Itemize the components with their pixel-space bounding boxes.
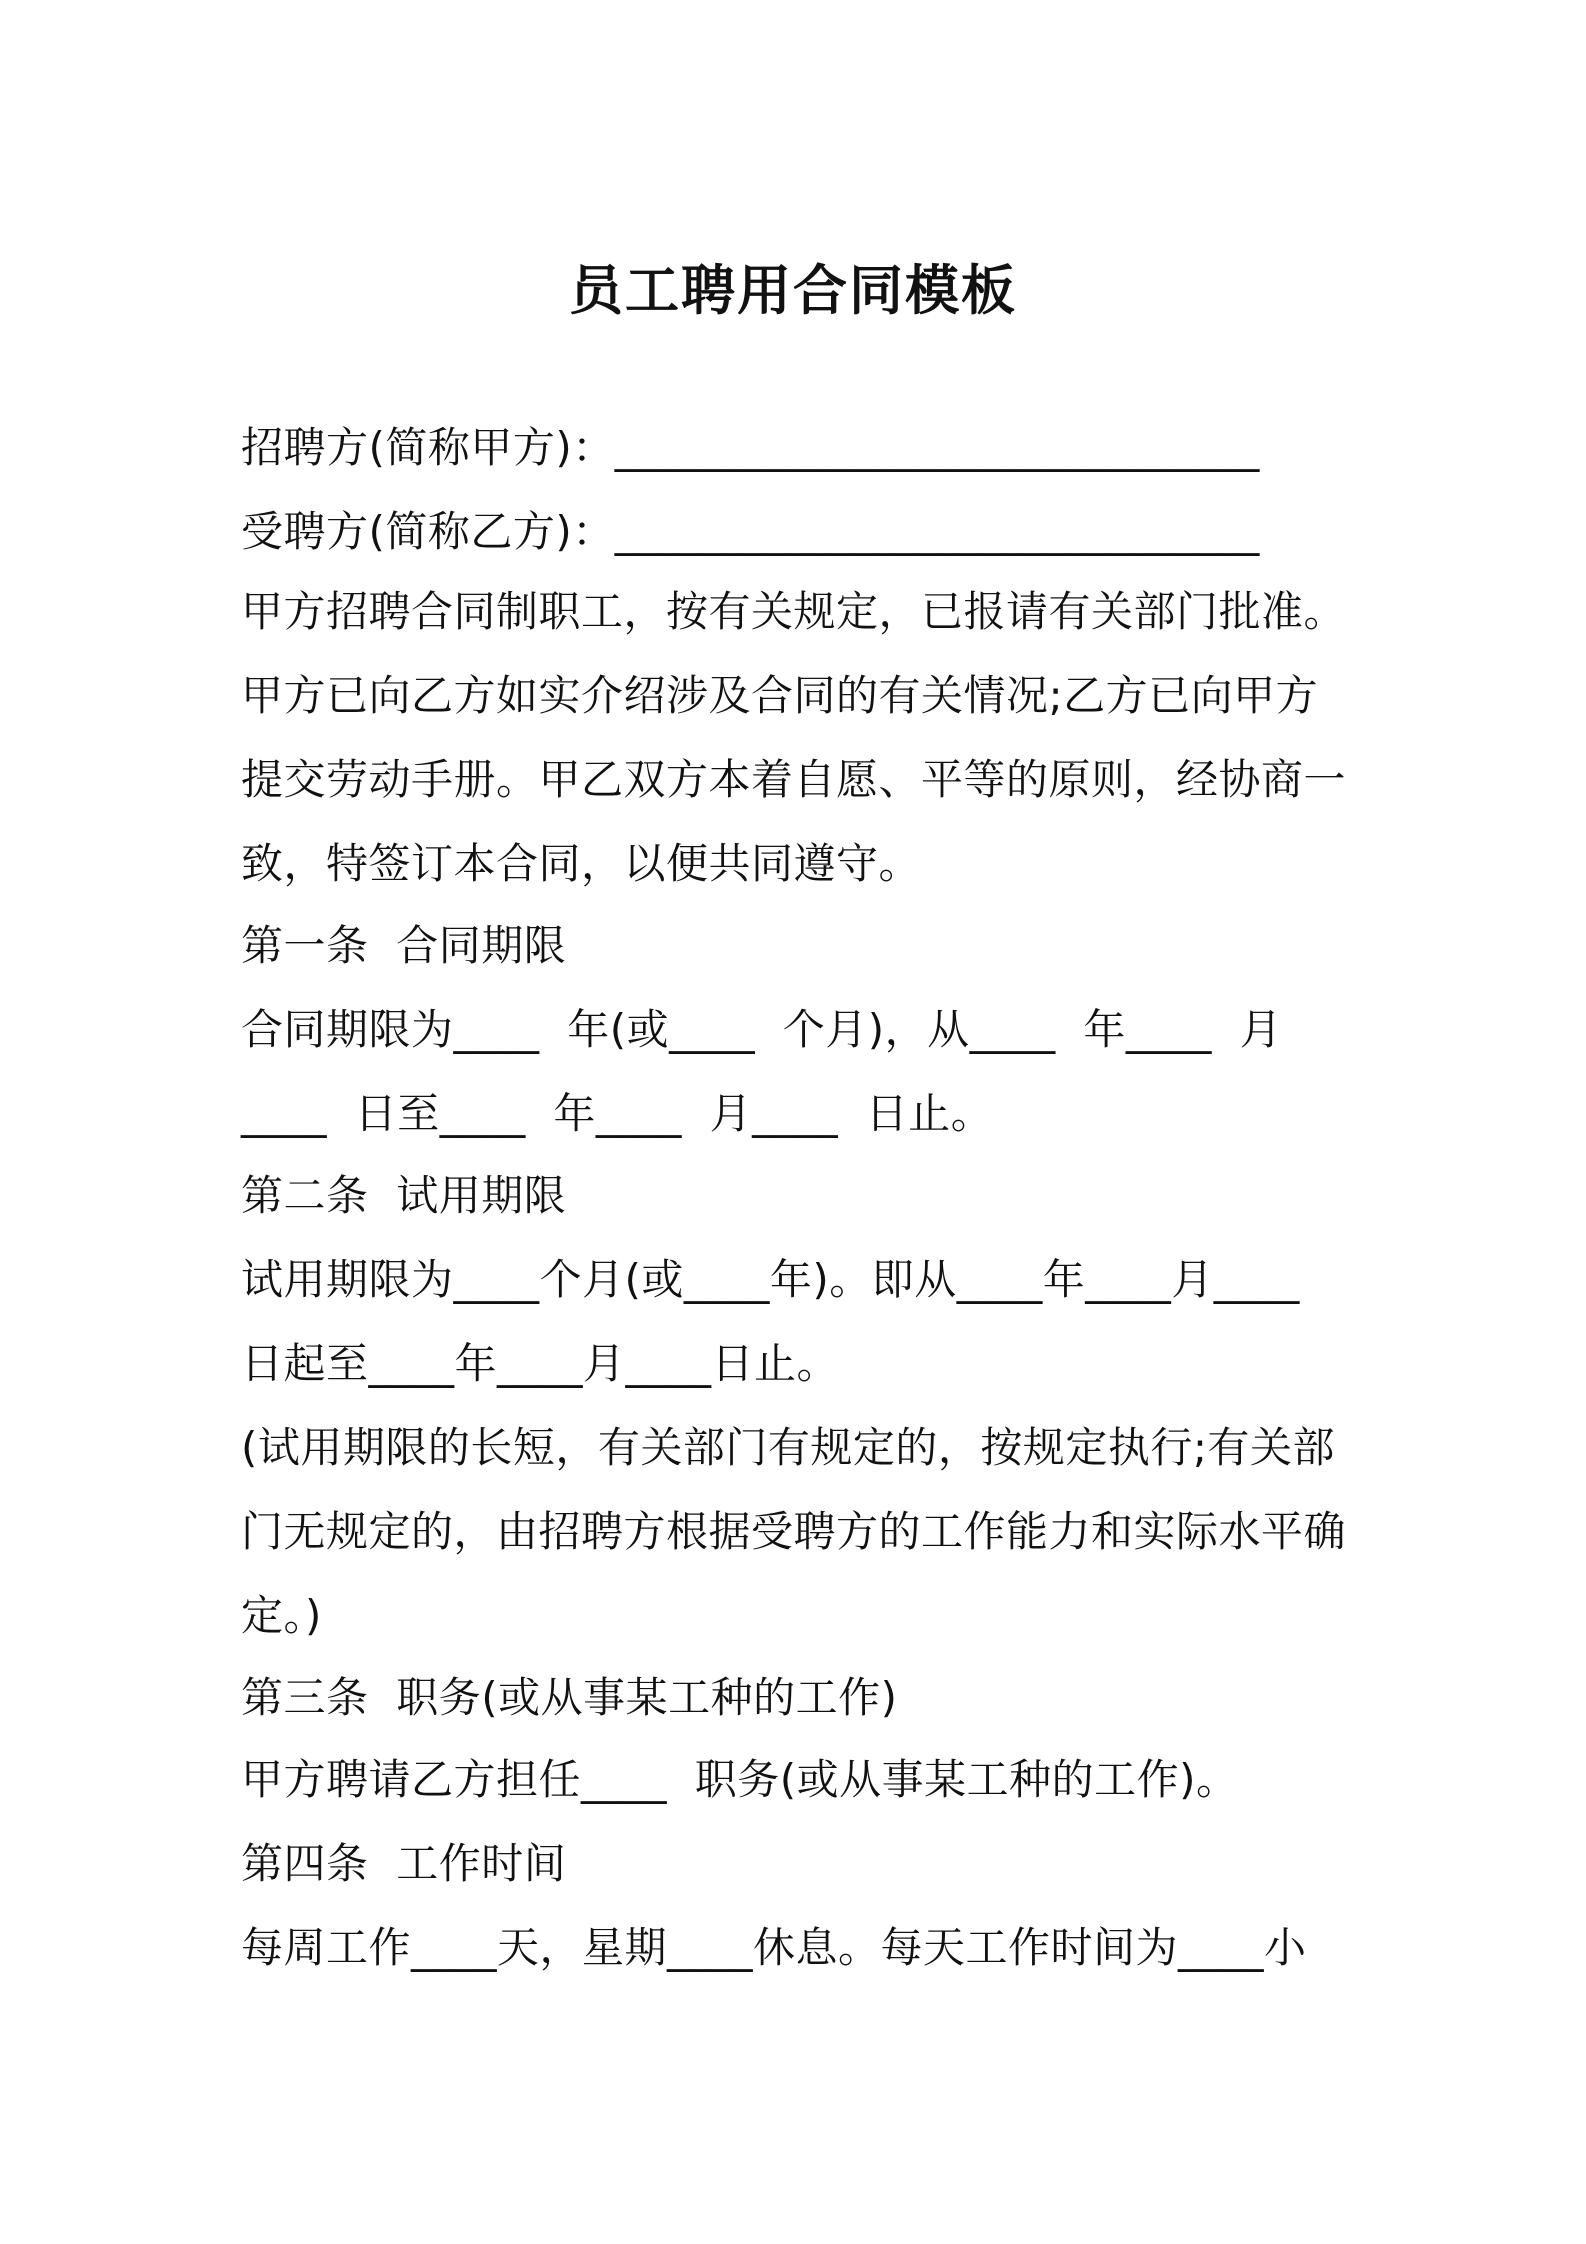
paragraph-line: 定。): [241, 1591, 322, 1640]
article-heading-4: 第四条 工作时间: [241, 1839, 567, 1888]
party-a-line: 招聘方(简称甲方)：______________________________: [241, 423, 1260, 472]
paragraph-line: 致，特签订本合同，以便共同遵守。: [241, 839, 922, 888]
paragraph-line: 试用期限为____个月(或____年)。即从____年____月____: [241, 1255, 1300, 1304]
paragraph-line: 提交劳动手册。甲乙双方本着自愿、平等的原则，经协商一: [241, 755, 1347, 804]
paragraph-line: 甲方已向乙方如实介绍涉及合同的有关情况;乙方已向甲方: [241, 671, 1319, 720]
paragraph-line: (试用期限的长短，有关部门有规定的，按规定执行;有关部: [241, 1423, 1336, 1472]
article-heading-2: 第二条 试用期限: [241, 1171, 567, 1220]
article-heading-1: 第一条 合同期限: [241, 921, 567, 970]
article-heading-3: 第三条 职务(或从事某工种的工作): [241, 1673, 898, 1722]
paragraph-line: ____ 日至____ 年____ 月____ 日止。: [241, 1089, 994, 1138]
paragraph-line: 门无规定的，由招聘方根据受聘方的工作能力和实际水平确: [241, 1507, 1347, 1556]
paragraph-line: 日起至____年____月____日止。: [241, 1339, 840, 1388]
paragraph-line: 每周工作____天，星期____休息。每天工作时间为____小: [241, 1923, 1307, 1972]
paragraph-line: 甲方招聘合同制职工，按有关规定，已报请有关部门批准。: [241, 587, 1347, 636]
paragraph-line: 甲方聘请乙方担任____ 职务(或从事某工种的工作)。: [241, 1755, 1239, 1804]
document-title: 员工聘用合同模板: [569, 259, 1017, 322]
party-b-line: 受聘方(简称乙方)：______________________________: [241, 507, 1260, 556]
paragraph-line: 合同期限为____ 年(或____ 个月)，从____ 年____ 月: [241, 1005, 1283, 1054]
